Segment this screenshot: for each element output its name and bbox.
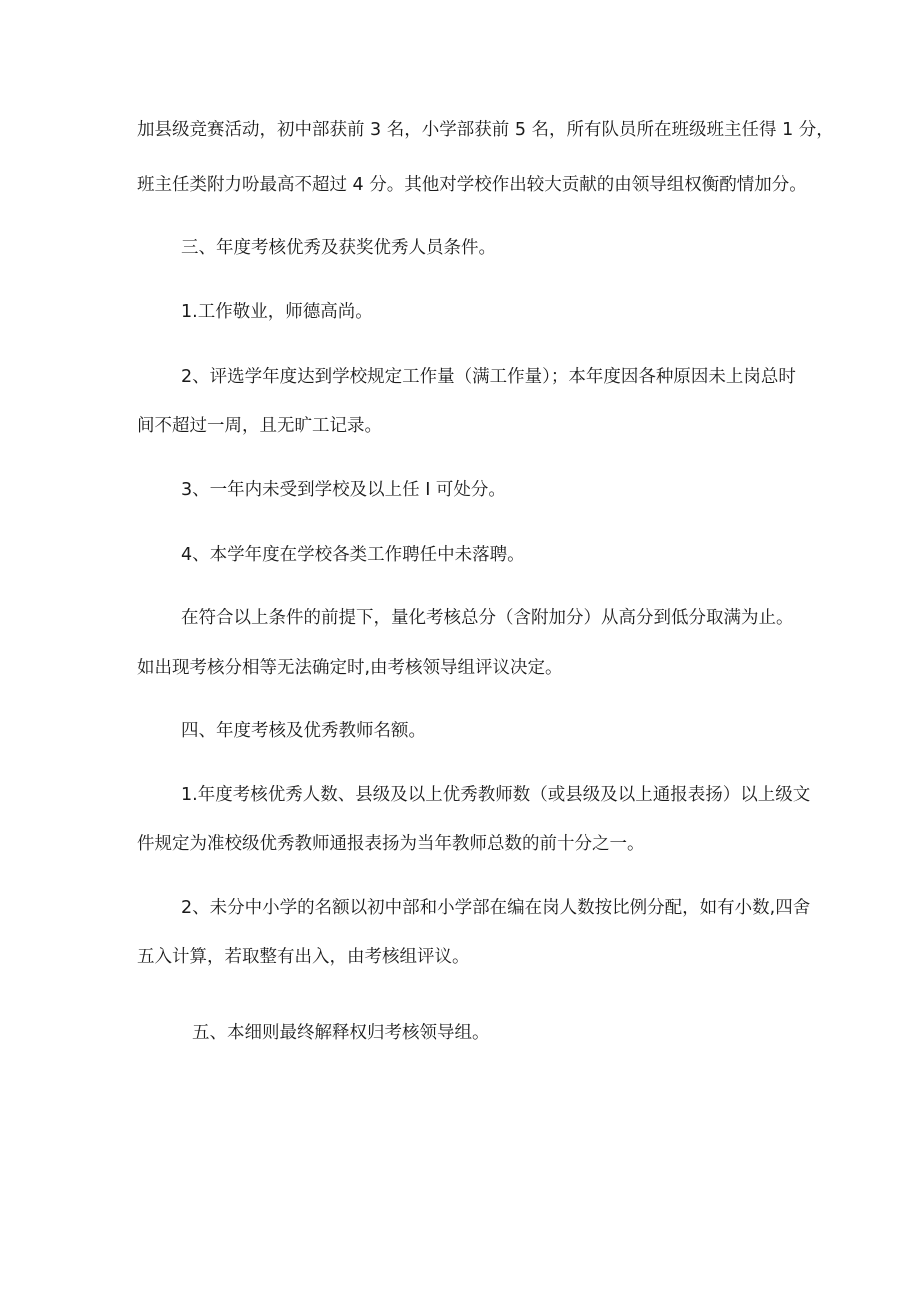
text-line: 4、本学年度在学校各类工作聘任中未落聘。 bbox=[181, 545, 525, 565]
text-line: 2、未分中小学的名额以初中部和小学部在编在岗人数按比例分配，如有小数,四舍 bbox=[181, 898, 811, 918]
text-line: 件规定为准校级优秀教师通报表扬为当年教师总数的前十分之一。 bbox=[137, 834, 645, 854]
text-line: 1.年度考核优秀人数、县级及以上优秀教师数（或县级及以上通报表扬）以上级文 bbox=[181, 785, 811, 805]
text-line: 如出现考核分相等无法确定时,由考核领导组评议决定。 bbox=[137, 658, 563, 678]
text-line: 在符合以上条件的前提下，量化考核总分（含附加分）从高分到低分取满为止。 bbox=[181, 608, 794, 628]
text-line: 2、评选学年度达到学校规定工作量（满工作量）；本年度因各种原因未上岗总时 bbox=[181, 367, 796, 387]
text-line: 班主任类附力吩最高不超过 4 分。其他对学校作出较大贡献的由领导组权衡酌情加分。 bbox=[137, 175, 807, 195]
section-heading: 三、年度考核优秀及获奖优秀人员条件。 bbox=[181, 238, 496, 258]
text-line: 五入计算，若取整有出入，由考核组评议。 bbox=[137, 947, 470, 967]
text-line: 1.工作敬业，师德高尚。 bbox=[181, 302, 373, 322]
text-line: 3、一年内未受到学校及以上任 I 可处分。 bbox=[181, 480, 506, 500]
section-heading: 五、本细则最终解释权归考核领导组。 bbox=[192, 1023, 490, 1043]
text-line: 加县级竞赛活动，初中部获前 3 名，小学部获前 5 名，所有队员所在班级班主任得 1 分， bbox=[137, 120, 834, 140]
section-heading: 四、年度考核及优秀教师名额。 bbox=[181, 721, 426, 741]
text-line: 间不超过一周，且无旷工记录。 bbox=[137, 416, 382, 436]
